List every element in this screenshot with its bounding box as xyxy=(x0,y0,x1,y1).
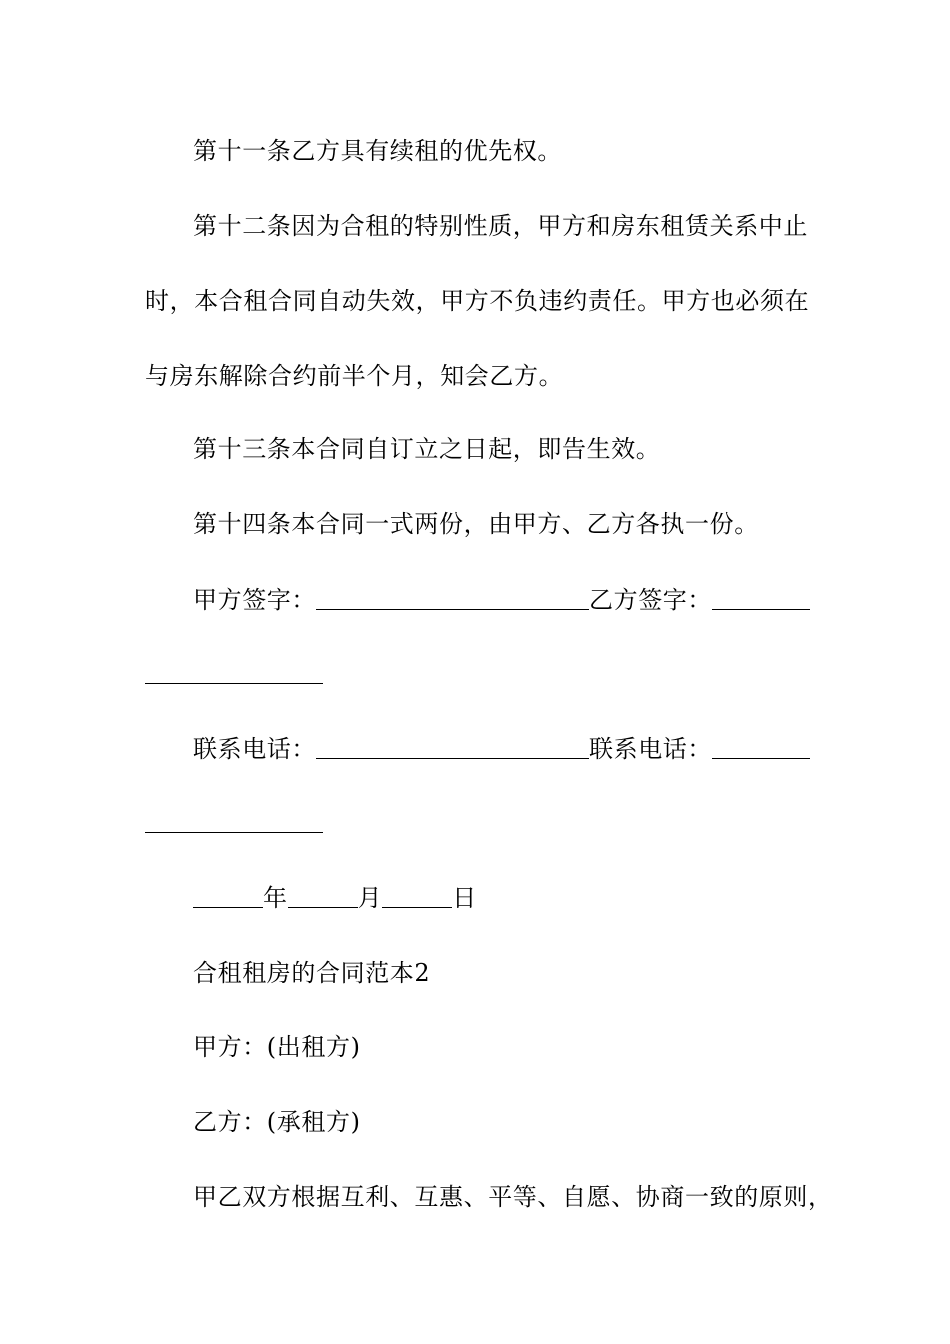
party-b-phone-blank xyxy=(712,757,810,759)
year-label: 年 xyxy=(263,884,288,912)
day-blank xyxy=(382,906,452,908)
party-b-lessee: 乙方：(承租方) xyxy=(193,1108,361,1136)
day-label: 日 xyxy=(452,884,477,912)
article-12-line-2: 时，本合租合同自动失效，甲方不负违约责任。甲方也必须在 xyxy=(145,287,810,315)
party-b-signature-label: 乙方签字： xyxy=(589,586,712,614)
party-b-phone-label: 联系电话： xyxy=(589,735,712,763)
month-label: 月 xyxy=(357,884,383,912)
party-b-signature-blank-continued xyxy=(145,683,323,684)
party-a-phone-blank xyxy=(316,757,589,759)
phone-row xyxy=(193,734,810,764)
party-a-phone-label: 联系电话： xyxy=(193,735,316,763)
date-row xyxy=(193,883,477,913)
article-13: 第十三条本合同自订立之日起，即告生效。 xyxy=(193,435,661,463)
article-14: 第十四条本合同一式两份，由甲方、乙方各执一份。 xyxy=(193,510,759,538)
party-a-signature-blank xyxy=(316,608,589,610)
second-contract-title: 合租租房的合同范本2 xyxy=(193,959,431,987)
party-a-lessor: 甲方：(出租方) xyxy=(193,1033,361,1061)
signature-row xyxy=(193,585,810,615)
month-blank xyxy=(288,906,358,908)
party-b-phone-blank-continued xyxy=(145,832,323,833)
article-12-line-3: 与房东解除合约前半个月，知会乙方。 xyxy=(145,362,564,390)
party-a-signature-label: 甲方签字： xyxy=(193,586,316,614)
year-blank xyxy=(193,906,263,908)
article-11: 第十一条乙方具有续租的优先权。 xyxy=(193,137,562,165)
article-12-line-1: 第十二条因为合租的特别性质，甲方和房东租赁关系中止 xyxy=(193,212,808,240)
second-contract-intro: 甲乙双方根据互利、互惠、平等、自愿、协商一致的原则， xyxy=(193,1183,833,1211)
party-b-signature-blank xyxy=(712,608,810,610)
